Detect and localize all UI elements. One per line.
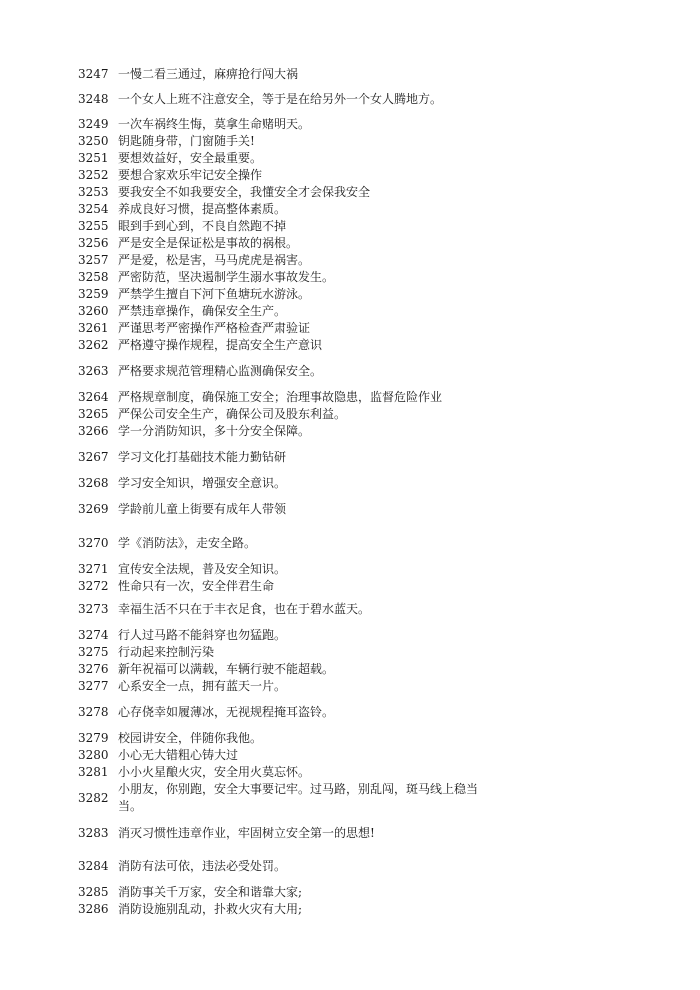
- entry-text: 钥匙随身带，门窗随手关!: [118, 134, 255, 148]
- entry-text: 宣传安全法规，普及安全知识。: [118, 562, 287, 576]
- entry-number: 3274: [78, 628, 109, 642]
- entry-text: 养成良好习惯，提高整体素质。: [118, 202, 287, 216]
- entry-number: 3260: [78, 304, 109, 318]
- entry-text: 消灭习惯性违章作业，牢固树立安全第一的思想!: [118, 826, 375, 840]
- entry-text: 消防事关千万家，安全和谐靠大家;: [118, 885, 303, 899]
- entry-number: 3270: [78, 536, 109, 550]
- entry-number: 3250: [78, 134, 109, 148]
- entry-text: 学习安全知识，增强安全意识。: [118, 476, 287, 490]
- entry-text: 一个女人上班不注意安全，等于是在给另外一个女人腾地方。: [118, 92, 443, 106]
- entry-number: 3285: [78, 885, 109, 899]
- entry-text: 学一分消防知识，多十分安全保障。: [118, 424, 311, 438]
- entry-text: 严是安全是保证松是事故的祸根。: [118, 236, 299, 250]
- entry-text: 学习文化打基础技术能力勤钻研: [118, 450, 287, 464]
- entry-text: 严格要求规范管理精心监测确保安全。: [118, 364, 323, 378]
- entry-number: 3275: [78, 645, 109, 659]
- entry-text: 小心无大错粗心铸大过: [118, 748, 239, 762]
- entry-text: 小朋友，你别跑，安全大事要记牢。过马路，别乱闯，斑马线上稳当当。: [118, 782, 479, 813]
- entry-text: 严格遵守操作规程，提高安全生产意识: [118, 338, 323, 352]
- entry-number: 3256: [78, 236, 109, 250]
- entry-text: 严谨思考严密操作严格检查严肃验证: [118, 321, 311, 335]
- entry-text: 严格规章制度，确保施工安全；治理事故隐患，监督危险作业: [118, 390, 443, 404]
- entry-text: 行人过马路不能斜穿也勿猛跑。: [118, 628, 287, 642]
- entry-text: 严密防范，坚决遏制学生溺水事故发生。: [118, 270, 335, 284]
- entry-number: 3276: [78, 662, 109, 676]
- entry-number: 3266: [78, 424, 109, 438]
- entry-number: 3259: [78, 287, 109, 301]
- entry-number: 3247: [78, 67, 109, 81]
- entry-number: 3248: [78, 92, 109, 106]
- entry-text: 消防设施别乱动，扑救火灾有大用;: [118, 902, 303, 916]
- entry-number: 3264: [78, 390, 109, 404]
- entry-number: 3252: [78, 168, 109, 182]
- entry-number: 3271: [78, 562, 109, 576]
- entry-number: 3277: [78, 679, 109, 693]
- entry-text: 要想效益好，安全最重要。: [118, 151, 263, 165]
- entry-number: 3254: [78, 202, 109, 216]
- entry-text: 性命只有一次，安全伴君生命: [118, 579, 275, 593]
- entry-text: 严是爱，松是害，马马虎虎是祸害。: [118, 253, 311, 267]
- entry-text: 严禁违章操作，确保安全生产。: [118, 304, 287, 318]
- entry-number: 3262: [78, 338, 109, 352]
- entry-number: 3253: [78, 185, 109, 199]
- entry-number: 3251: [78, 151, 109, 165]
- entry-text: 新年祝福可以满载，车辆行驶不能超载。: [118, 662, 335, 676]
- entry-number: 3265: [78, 407, 109, 421]
- entry-number: 3283: [78, 826, 109, 840]
- entry-text: 一慢二看三通过，麻痹抢行闯大祸: [118, 67, 299, 81]
- entry-number: 3286: [78, 902, 109, 916]
- entry-text: 一次车祸终生悔，莫拿生命赌明天。: [118, 117, 311, 131]
- entry-text: 心存侥幸如履薄冰，无视规程掩耳盗铃。: [118, 705, 335, 719]
- entry-text: 消防有法可依，违法必受处罚。: [118, 859, 287, 873]
- entry-number: 3278: [78, 705, 109, 719]
- entry-text: 幸福生活不只在于丰衣足食，也在于碧水蓝天。: [118, 602, 371, 616]
- entry-text: 学《消防法》，走安全路。: [118, 536, 257, 550]
- entry-number: 3258: [78, 270, 109, 284]
- entry-number: 3272: [78, 579, 109, 593]
- entry-number: 3273: [78, 602, 109, 616]
- entry-number: 3257: [78, 253, 109, 267]
- entry-number: 3280: [78, 748, 109, 762]
- entry-number: 3281: [78, 765, 109, 779]
- entry-number: 3267: [78, 450, 109, 464]
- entry-number: 3263: [78, 364, 109, 378]
- entry-number: 3261: [78, 321, 109, 335]
- entry-number: 3284: [78, 859, 109, 873]
- entry-text: 要想合家欢乐牢记安全操作: [118, 168, 263, 182]
- entry-number: 3269: [78, 502, 109, 516]
- entry-number: 3279: [78, 731, 109, 745]
- entry-text: 眼到手到心到，不良自然跑不掉: [118, 219, 287, 233]
- entry-text: 校园讲安全，伴随你我他。: [118, 731, 263, 745]
- entry-number: 3255: [78, 219, 109, 233]
- entry-number: 3268: [78, 476, 109, 490]
- entry-text: 小小火星酿火灾，安全用火莫忘怀。: [118, 765, 311, 779]
- entry-number: 3282: [78, 791, 109, 805]
- entry-text: 严保公司安全生产，确保公司及股东利益。: [118, 407, 347, 421]
- entry-text: 心系安全一点，拥有蓝天一片。: [118, 679, 287, 693]
- entry-text: 学龄前儿童上街要有成年人带领: [118, 502, 287, 516]
- entry-number: 3249: [78, 117, 109, 131]
- entry-text: 严禁学生擅自下河下鱼塘玩水游泳。: [118, 287, 311, 301]
- entry-text: 行动起来控制污染: [118, 645, 215, 659]
- entry-text: 要我安全不如我要安全，我懂安全才会保我安全: [118, 185, 371, 199]
